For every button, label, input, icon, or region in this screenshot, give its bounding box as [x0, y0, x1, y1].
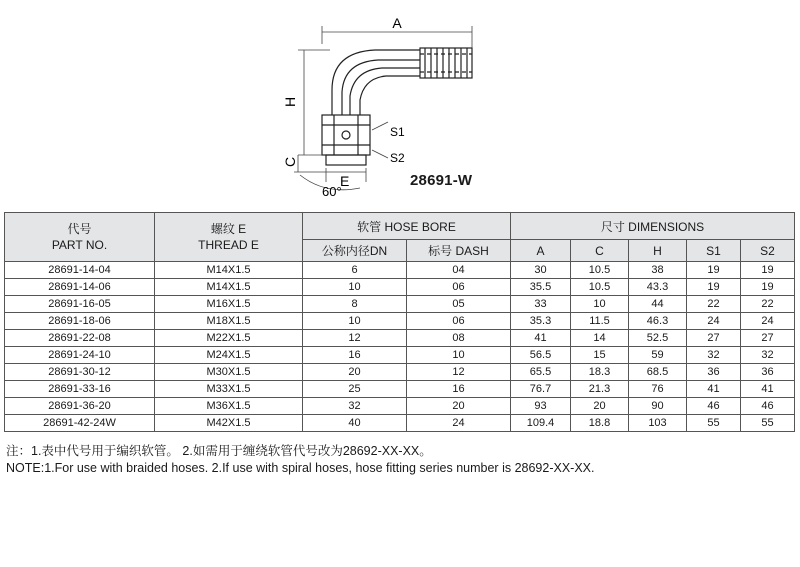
- cell-thread: M18X1.5: [155, 313, 303, 330]
- cell-h: 38: [629, 262, 687, 279]
- cell-dn: 8: [303, 296, 407, 313]
- cell-thread: M22X1.5: [155, 330, 303, 347]
- cell-h: 52.5: [629, 330, 687, 347]
- cell-a: 35.3: [511, 313, 571, 330]
- cell-dash: 24: [407, 415, 511, 432]
- cell-a: 93: [511, 398, 571, 415]
- cell-c: 10: [571, 296, 629, 313]
- cell-dn: 25: [303, 381, 407, 398]
- cell-part: 28691-36-20: [5, 398, 155, 415]
- header-s1: S1: [687, 240, 741, 262]
- note-english: NOTE:1.For use with braided hoses. 2.If use with spiral hoses, hose fitting series number is 28692-XX-XX.: [6, 461, 595, 475]
- cell-s1: 27: [687, 330, 741, 347]
- cell-a: 30: [511, 262, 571, 279]
- dim-label-s1: S1: [390, 125, 405, 139]
- cell-part: 28691-42-24W: [5, 415, 155, 432]
- cell-dn: 10: [303, 279, 407, 296]
- header-dimensions: 尺寸 DIMENSIONS: [511, 213, 795, 240]
- cell-thread: M16X1.5: [155, 296, 303, 313]
- dim-label-e: E: [340, 173, 350, 189]
- cell-dn: 12: [303, 330, 407, 347]
- table-row: [5, 296, 795, 313]
- dim-label-a: A: [392, 15, 402, 31]
- cell-part: 28691-24-10: [5, 347, 155, 364]
- cell-s1: 19: [687, 262, 741, 279]
- cell-c: 21.3: [571, 381, 629, 398]
- header-thread-cn: 螺纹 E: [210, 222, 247, 236]
- cell-dn: 16: [303, 347, 407, 364]
- cell-dash: 04: [407, 262, 511, 279]
- dim-label-h: H: [282, 96, 298, 107]
- cell-s2: 19: [741, 262, 795, 279]
- cell-thread: M14X1.5: [155, 279, 303, 296]
- spec-table: [4, 212, 795, 432]
- header-dn: 公称内径DN: [303, 240, 407, 262]
- cell-h: 103: [629, 415, 687, 432]
- dim-label-s2: S2: [390, 151, 405, 165]
- cell-thread: M36X1.5: [155, 398, 303, 415]
- cell-dn: 32: [303, 398, 407, 415]
- cell-h: 59: [629, 347, 687, 364]
- cell-s1: 22: [687, 296, 741, 313]
- cell-dn: 20: [303, 364, 407, 381]
- header-dash: 标号 DASH: [407, 240, 511, 262]
- cell-c: 18.3: [571, 364, 629, 381]
- cell-h: 68.5: [629, 364, 687, 381]
- cell-h: 90: [629, 398, 687, 415]
- table-row: [5, 347, 795, 364]
- cell-a: 109.4: [511, 415, 571, 432]
- header-s2: S2: [741, 240, 795, 262]
- cell-dn: 40: [303, 415, 407, 432]
- cell-part: 28691-22-08: [5, 330, 155, 347]
- cell-thread: M30X1.5: [155, 364, 303, 381]
- header-part-cn: 代号: [67, 222, 92, 236]
- table-row: [5, 313, 795, 330]
- header-h: H: [629, 240, 687, 262]
- cell-c: 11.5: [571, 313, 629, 330]
- spec-table-body: [5, 262, 795, 432]
- table-row: [5, 398, 795, 415]
- cell-dn: 6: [303, 262, 407, 279]
- header-thread: [155, 213, 303, 262]
- cell-a: 56.5: [511, 347, 571, 364]
- cell-c: 10.5: [571, 279, 629, 296]
- cell-a: 76.7: [511, 381, 571, 398]
- header-part-no: [5, 213, 155, 262]
- table-row: [5, 415, 795, 432]
- fitting-drawing: [270, 10, 530, 200]
- header-thread-en: THREAD E: [198, 238, 259, 252]
- cell-dash: 05: [407, 296, 511, 313]
- table-row: [5, 381, 795, 398]
- cell-dash: 10: [407, 347, 511, 364]
- header-part-en: PART NO.: [51, 238, 108, 252]
- part-title: 28691-W: [410, 172, 473, 189]
- cell-part: 28691-18-06: [5, 313, 155, 330]
- cell-dash: 16: [407, 381, 511, 398]
- table-row: [5, 279, 795, 296]
- cell-a: 65.5: [511, 364, 571, 381]
- cell-s1: 32: [687, 347, 741, 364]
- cell-s2: 19: [741, 279, 795, 296]
- cell-s2: 32: [741, 347, 795, 364]
- cell-s1: 46: [687, 398, 741, 415]
- cell-c: 15: [571, 347, 629, 364]
- cell-c: 10.5: [571, 262, 629, 279]
- cell-a: 41: [511, 330, 571, 347]
- cell-s1: 19: [687, 279, 741, 296]
- header-a: A: [511, 240, 571, 262]
- cell-thread: M24X1.5: [155, 347, 303, 364]
- cell-s1: 55: [687, 415, 741, 432]
- table-row: [5, 330, 795, 347]
- cell-s2: 24: [741, 313, 795, 330]
- cell-c: 20: [571, 398, 629, 415]
- cell-a: 33: [511, 296, 571, 313]
- cell-part: 28691-33-16: [5, 381, 155, 398]
- cell-dash: 12: [407, 364, 511, 381]
- cell-part: 28691-16-05: [5, 296, 155, 313]
- cell-part: 28691-14-04: [5, 262, 155, 279]
- cell-dash: 06: [407, 313, 511, 330]
- cell-s1: 36: [687, 364, 741, 381]
- cell-thread: M42X1.5: [155, 415, 303, 432]
- header-hose-bore: 软管 HOSE BORE: [303, 213, 511, 240]
- cell-h: 46.3: [629, 313, 687, 330]
- dim-label-c: C: [282, 156, 298, 167]
- cell-s2: 46: [741, 398, 795, 415]
- cell-dn: 10: [303, 313, 407, 330]
- cell-c: 18.8: [571, 415, 629, 432]
- cell-s2: 27: [741, 330, 795, 347]
- cell-s1: 41: [687, 381, 741, 398]
- cell-thread: M33X1.5: [155, 381, 303, 398]
- table-row: [5, 364, 795, 381]
- cell-part: 28691-30-12: [5, 364, 155, 381]
- cell-dash: 20: [407, 398, 511, 415]
- cell-s2: 36: [741, 364, 795, 381]
- cell-h: 44: [629, 296, 687, 313]
- cell-s2: 41: [741, 381, 795, 398]
- cell-a: 35.5: [511, 279, 571, 296]
- cell-thread: M14X1.5: [155, 262, 303, 279]
- dim-label-angle: 60°: [322, 184, 342, 199]
- cell-dash: 08: [407, 330, 511, 347]
- table-row: [5, 262, 795, 279]
- cell-h: 76: [629, 381, 687, 398]
- cell-s2: 22: [741, 296, 795, 313]
- cell-part: 28691-14-06: [5, 279, 155, 296]
- cell-s2: 55: [741, 415, 795, 432]
- header-c: C: [571, 240, 629, 262]
- cell-s1: 24: [687, 313, 741, 330]
- cell-c: 14: [571, 330, 629, 347]
- cell-h: 43.3: [629, 279, 687, 296]
- note-chinese: 注：1.表中代号用于编织软管。 2.如需用于缠绕软管代号改为28692-XX-XX。: [6, 444, 432, 458]
- cell-dash: 06: [407, 279, 511, 296]
